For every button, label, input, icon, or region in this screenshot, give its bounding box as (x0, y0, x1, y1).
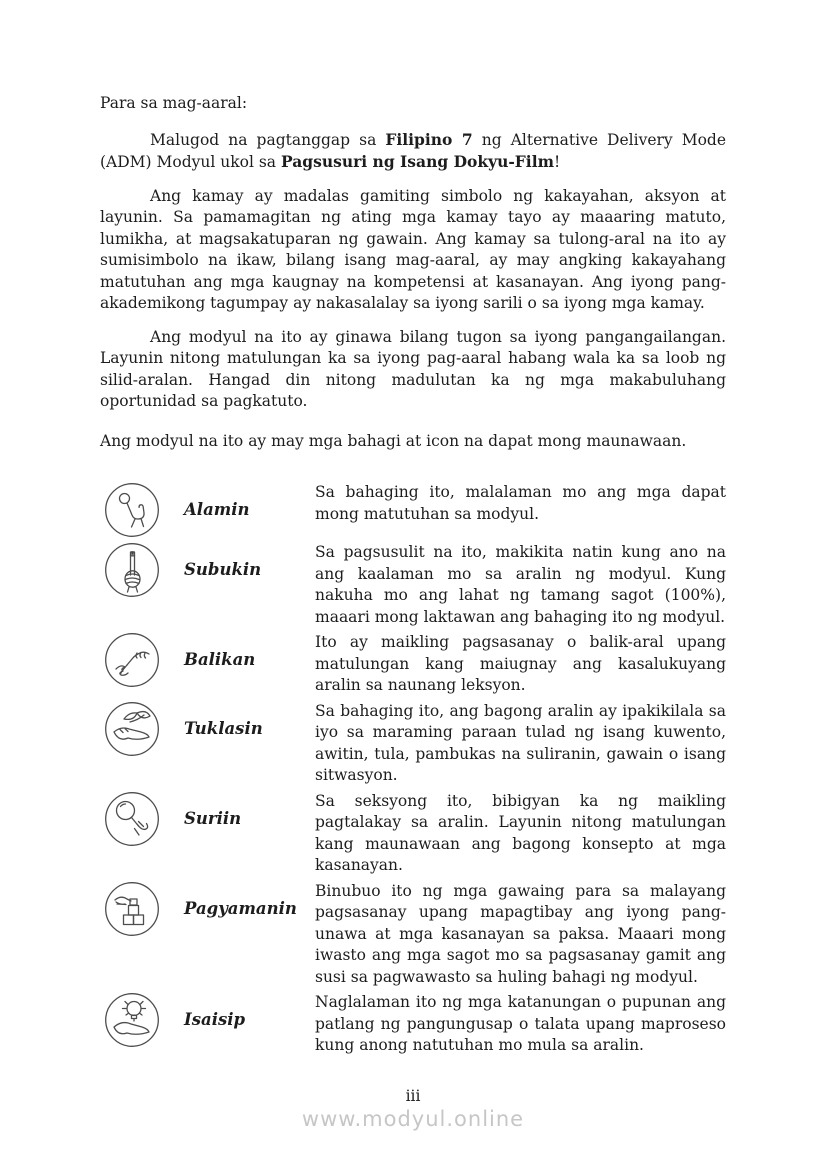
module-part-description: Ito ay maikling pagsasanay o balik-aral upang matulungan kang maiugnay ang kasalukuyang aralin sa naunang leksyon. (315, 633, 726, 694)
hand-symbol-paragraph: Ang kamay ay madalas gamiting simbolo ng kakayahan, aksyon at layunin. Sa pamamagitan ng ating mga kamay tayo ay maaaring matuto, lumikha, at magsakatuparan ng gawain. Ang kamay sa tulong-aral na ito ay sumisimbolo na ikaw, bilang isang mag-aaral, ay may angking kakayahang matutuhan ang mga kaugnay na kompetensi at kasanayan. Ang iyong pang-akademikong tagumpay ay nakasalalay sa iyong sarili o sa iyong mga kamay. (100, 186, 726, 312)
module-part-description: Sa bahaging ito, ang bagong aralin ay ipakikilala sa iyo sa maraming paraan tulad ng isang kuwento, awitin, tula, pambukas na suliranin, gawain o isang sitwasyon. (315, 701, 726, 784)
module-part-label: Alamin (184, 500, 250, 520)
module-part-label: Subukin (184, 560, 262, 580)
page-number: iii (405, 1087, 421, 1105)
hand-tap-icon (100, 482, 172, 538)
welcome-text-mid: ng Alternative Delivery Mode (ADM) Modyul ukol sa (100, 130, 727, 171)
welcome-text-post: ! (553, 153, 561, 171)
module-part-description: Binubuo ito ng mga gawaing para sa malayang pagsasanay upang mapagtibay ang iyong pang-unawa at mga kasanayan sa paksa. Maaari mong iwasto ang mga sagot mo sa pagsasanay gamit ang susi sa pagwawasto sa huling bahagi ng modyul. (315, 881, 726, 986)
module-part-label: Balikan (184, 650, 256, 670)
hand-plant-icon (100, 701, 172, 787)
salutation: Para sa mag-aaral: (100, 94, 248, 112)
module-part-description: Sa pagsusulit na ito, makikita natin kung ano na ang kaalaman mo sa aralin ng modyul. Kung nakuha mo ang lahat ng tamang sagot (100%), maaari mong laktawan ang bahaging ito ng modyul. (315, 543, 726, 626)
module-part-label: Suriin (184, 808, 242, 828)
module-part-label: Isaisip (184, 1010, 246, 1030)
welcome-paragraph (100, 129, 726, 174)
hand-lightbulb-icon (100, 992, 172, 1057)
module-part-description: Sa bahaging ito, malalaman mo ang mga dapat mong matutuhan sa modyul. (315, 483, 726, 523)
page-footer (0, 1086, 826, 1130)
module-title: Pagsusuri ng Isang Dokyu-Film (280, 152, 554, 171)
module-part-description: Naglalaman ito ng mga katanungan o pupunan ang patlang ng pangungusap o talata upang maproseso kung anong natutuhan mo mula sa aralin. (315, 993, 726, 1054)
module-parts-table (100, 482, 726, 1057)
course-name: Filipino 7 (385, 129, 473, 149)
module-part-description: Sa seksyong ito, bibigyan ka ng maikling pagtalakay sa aralin. Layunin nitong matulungan kang maunawaan ang bagong konsepto at mga kasanayan. (315, 791, 726, 874)
hand-blocks-icon (100, 881, 172, 989)
module-purpose-paragraph: Ang modyul na ito ay ginawa bilang tugon sa iyong pangangailangan. Layunin nitong matulungan ka sa iyong pag-aaral habang wala ka sa loob ng silid-aralan. Hangad din nitong madulutan ka ng mga makabuluhang oportunidad sa pagkatuto. (100, 327, 726, 410)
hand-pencil-icon (100, 542, 172, 628)
hand-magnifier-icon (100, 791, 172, 877)
watermark: www.modyul.online (301, 1106, 525, 1131)
hand-writing-icon (100, 632, 172, 697)
icons-intro-line: Ang modyul na ito ay may mga bahagi at icon na dapat mong maunawaan. (100, 431, 687, 450)
module-part-label: Tuklasin (184, 718, 263, 738)
welcome-text-pre: Malugod na pagtanggap sa (150, 130, 386, 149)
module-part-label: Pagyamanin (184, 898, 297, 918)
